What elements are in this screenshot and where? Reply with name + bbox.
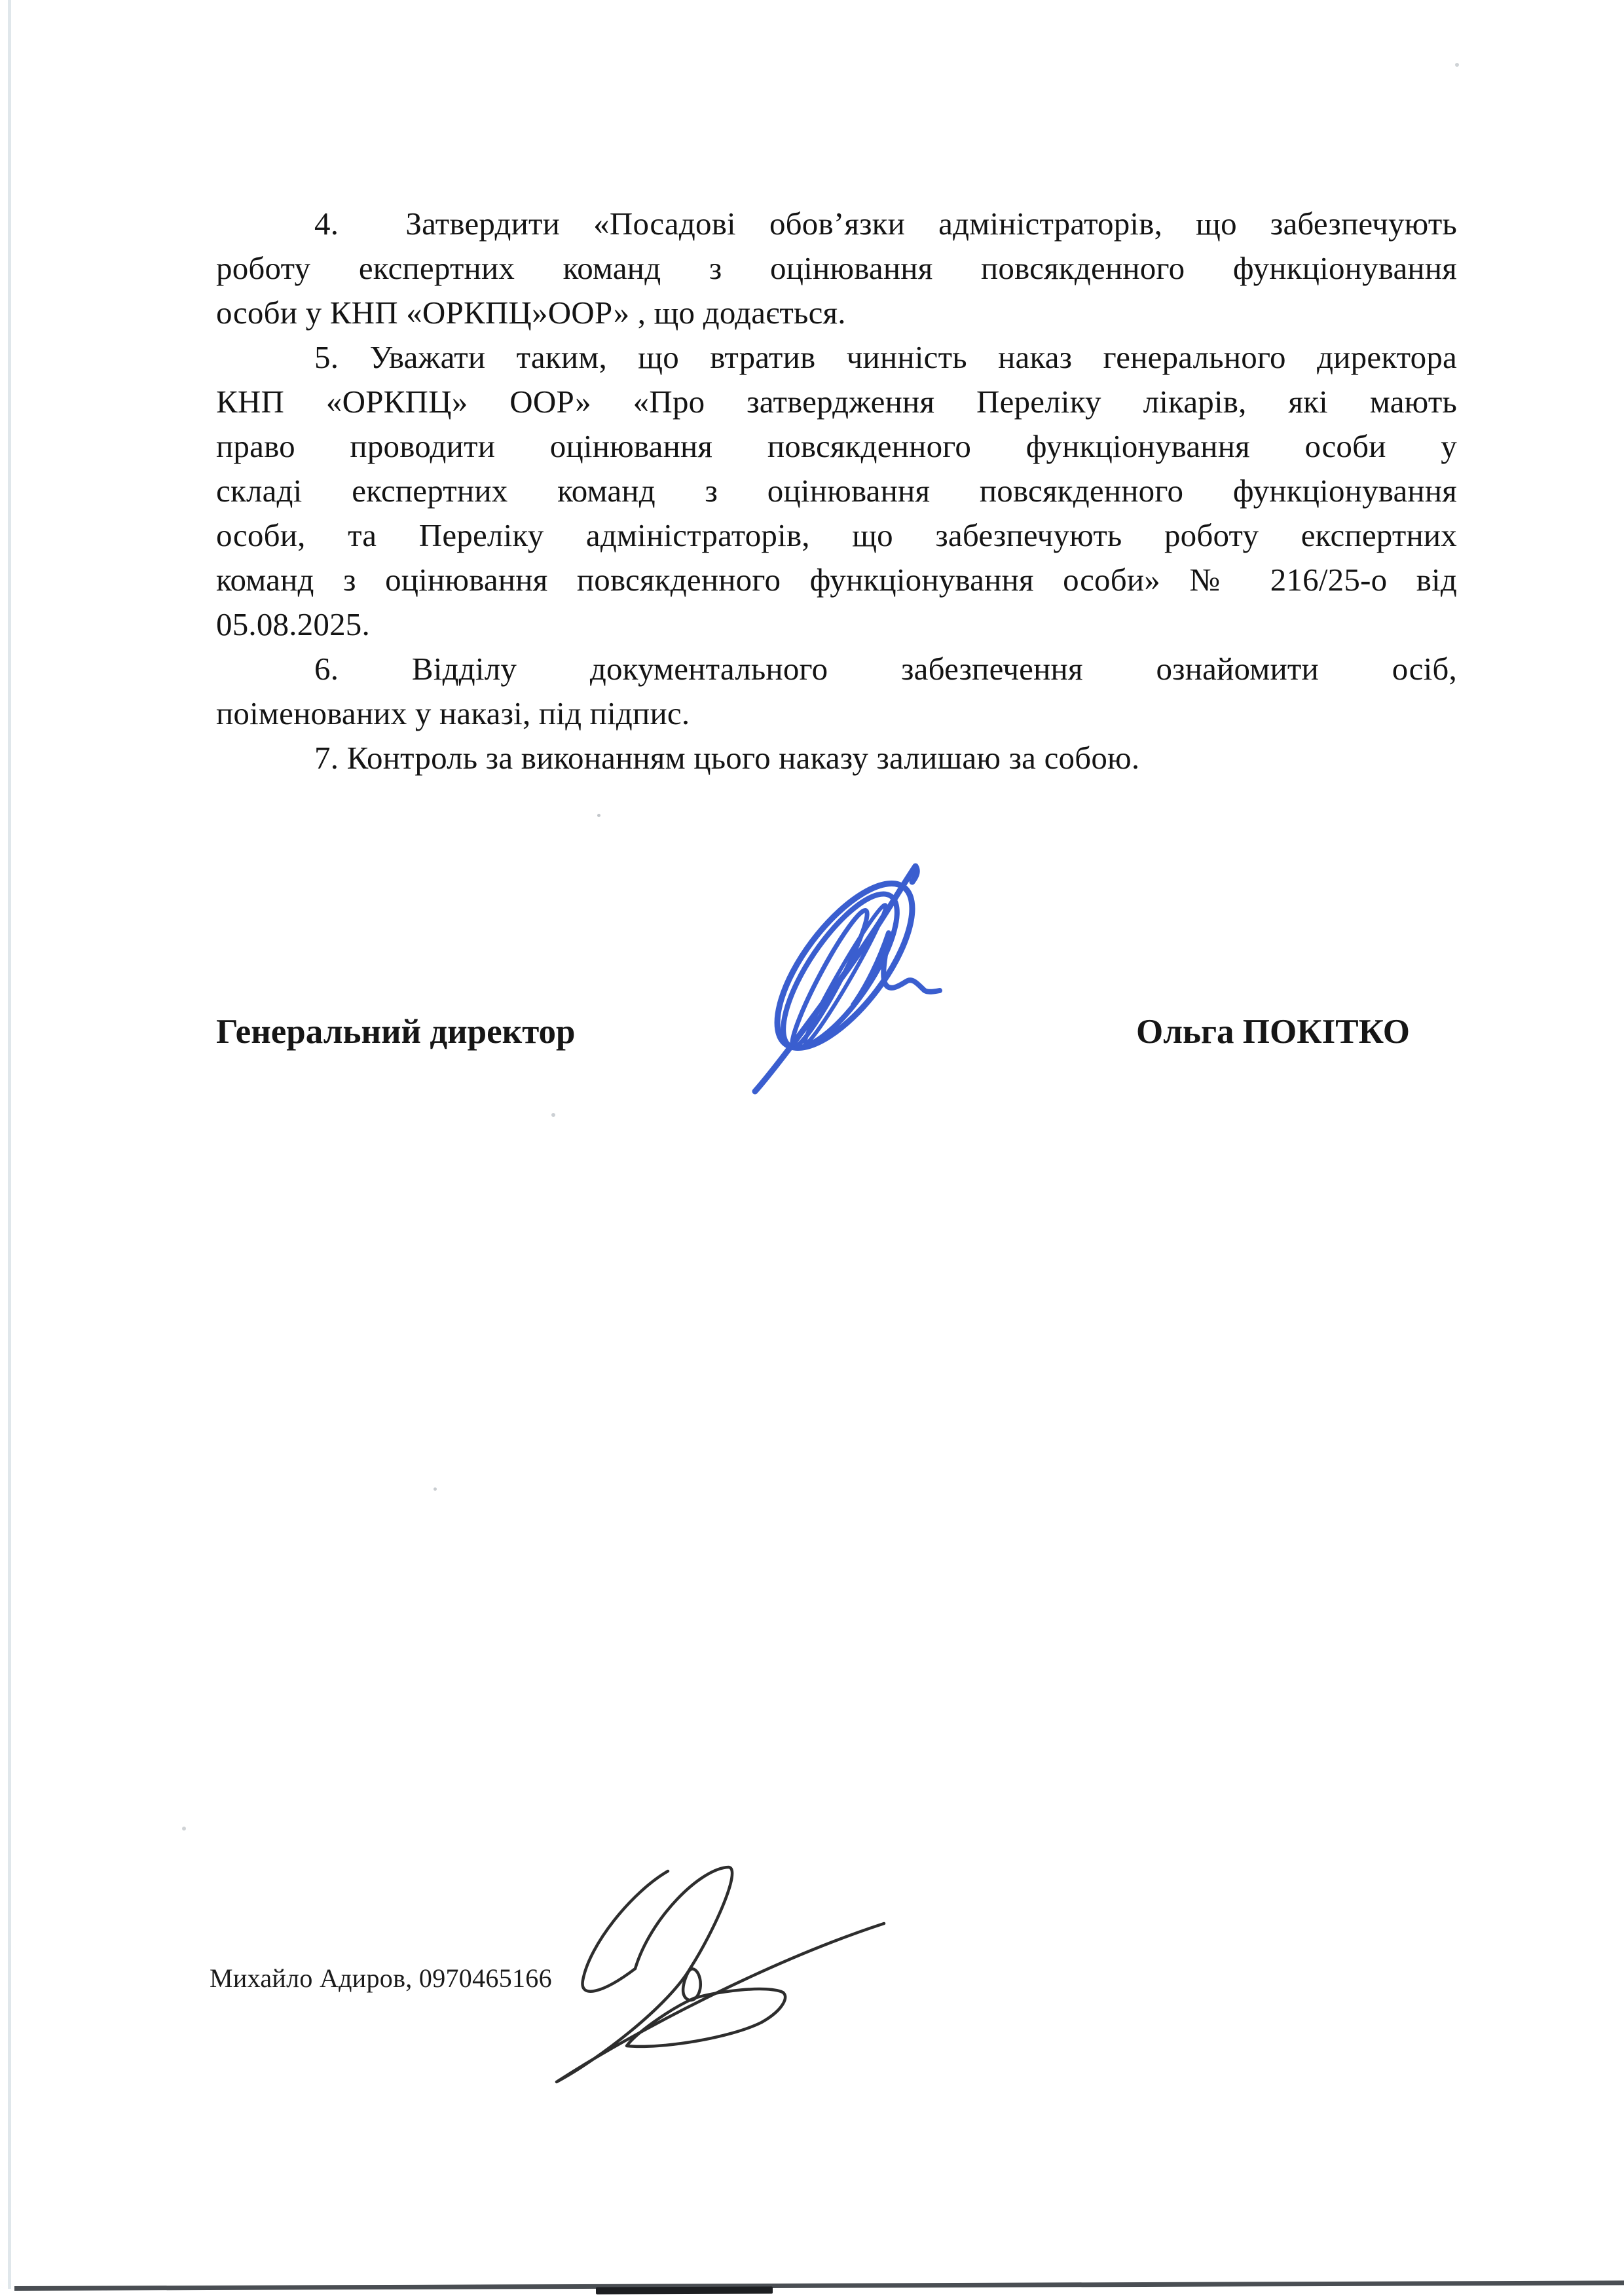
signer-title: Генеральний директор — [216, 1013, 576, 1051]
order-line: 4. Затвердити «Посадові обов’язки адміністраторів, що забезпечують — [314, 206, 1457, 242]
order-line: поіменованих у наказі, під підпис. — [216, 695, 690, 731]
scan-left-edge — [8, 0, 11, 2289]
scan-bottom-edge — [14, 2280, 1624, 2291]
order-line: команд з оцінювання повсякденного функціонування особи» № 216/25-о від — [216, 562, 1457, 598]
signer-name: Ольга ПОКІТКО — [1136, 1013, 1410, 1051]
order-line: право проводити оцінювання повсякденного функціонування особи у — [216, 428, 1457, 464]
order-line: 6. Відділу документального забезпечення ознайомити осіб, — [314, 651, 1457, 687]
scan-bottom-edge-dark-segment — [596, 2287, 773, 2295]
director-signature-ink — [717, 848, 986, 1149]
order-text — [216, 202, 1457, 780]
order-line: 7. Контроль за виконанням цього наказу залишаю за собою. — [314, 740, 1140, 776]
executor-contact: Михайло Адиров, 0970465166 — [210, 1963, 552, 1993]
order-line: 5. Уважати таким, що втратив чинність наказ генерального директора — [314, 339, 1457, 375]
order-line: роботу експертних команд з оцінювання повсякденного функціонування — [216, 250, 1457, 286]
scan-speck — [551, 1113, 555, 1117]
order-line: особи, та Переліку адміністраторів, що забезпечують роботу експертних — [216, 517, 1457, 553]
scan-speck — [1455, 63, 1459, 67]
executor-signature-ink — [553, 1863, 920, 2131]
order-line: КНП «ОРКПЦ» ООР» «Про затвердження Переліку лікарів, які мають — [216, 384, 1457, 420]
order-line: 05.08.2025. — [216, 606, 370, 642]
scan-speck — [434, 1487, 437, 1491]
order-line: складі експертних команд з оцінювання повсякденного функціонування — [216, 473, 1457, 509]
order-line: особи у КНП «ОРКПЦ»ООР» , що додається. — [216, 295, 846, 331]
scan-speck — [182, 1827, 186, 1831]
scan-speck — [597, 814, 600, 817]
